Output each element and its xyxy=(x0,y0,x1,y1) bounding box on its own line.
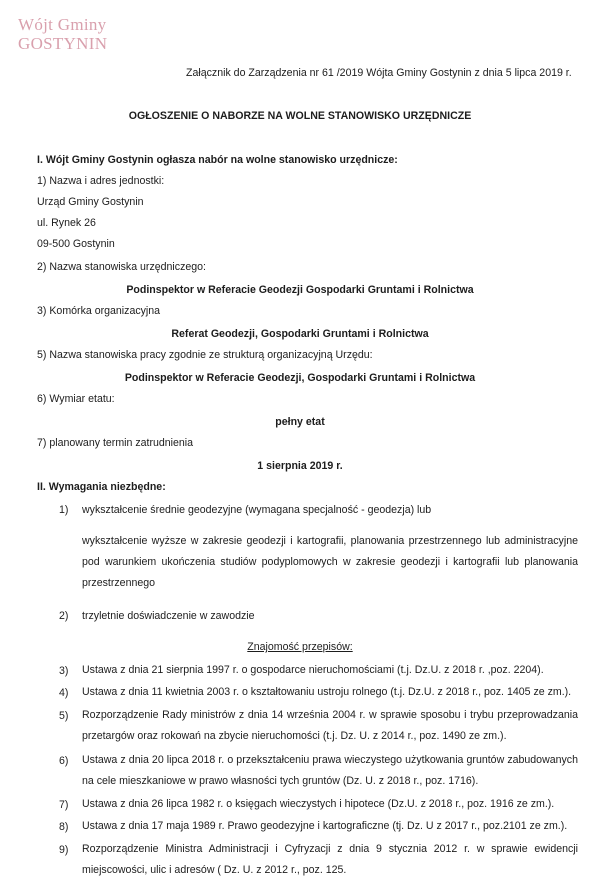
cell-label: 3) Komórka organizacyjna xyxy=(37,305,161,317)
office-stamp xyxy=(18,15,107,53)
requirement-education-alternative: wykształcenie wyższe w zakresie geodezji i kartografii, planowania przestrzennego lub administracyjne pod warunkiem ukończenia studiów podyplomowych w zakresie geodezji i kartografii lub planowania przestrzennego xyxy=(82,535,578,589)
position-name: Podinspektor w Referacie Geodezji Gospodarki Gruntami i Rolnictwa xyxy=(126,284,474,296)
unit-street: ul. Rynek 26 xyxy=(37,217,96,229)
law-item: Ustawa z dnia 26 lipca 1982 r. o księgach wieczystych i hipotece (Dz.U. z 2018 r., poz. 1916 ze zm.). xyxy=(82,798,555,810)
list-number: 3) xyxy=(59,665,69,677)
start-date-label: 7) planowany termin zatrudnienia xyxy=(37,437,194,449)
law-item: Ustawa z dnia 17 maja 1989 r. Prawo geodezyjne i kartograficzne (tj. Dz. U z 2017 r., poz.2101 ze zm.). xyxy=(82,820,568,832)
page-title: OGŁOSZENIE O NABORZE NA WOLNE STANOWISKO URZĘDNICZE xyxy=(128,110,472,122)
section-1-heading: I. Wójt Gminy Gostynin ogłasza nabór na wolne stanowisko urzędnicze: xyxy=(37,154,398,166)
law-item: Ustawa z dnia 11 kwietnia 2003 r. o kształtowaniu ustroju rolnego (t.j. Dz.U. z 2018 r., poz. 1405 ze zm.). xyxy=(82,686,572,698)
job-label: 5) Nazwa stanowiska pracy zgodnie ze strukturą organizacyjną Urzędu: xyxy=(37,349,373,361)
position-label: 2) Nazwa stanowiska urzędniczego: xyxy=(37,261,206,273)
requirement-education: wykształcenie średnie geodezyjne (wymagana specjalność - geodezja) lub xyxy=(82,504,432,516)
list-number: 2) xyxy=(59,610,69,622)
work-time-label: 6) Wymiar etatu: xyxy=(37,393,115,405)
list-number: 6) xyxy=(59,755,69,767)
list-number: 1) xyxy=(59,504,69,516)
job-name: Podinspektor w Referacie Geodezji, Gospodarki Gruntami i Rolnictwa xyxy=(124,372,476,384)
section-2-heading: II. Wymagania niezbędne: xyxy=(37,481,166,493)
laws-heading: Znajomość przepisów: xyxy=(247,641,353,653)
list-number: 8) xyxy=(59,821,69,833)
law-item: Rozporządzenie Ministra Administracji i Cyfryzacji z dnia 9 stycznia 2012 r. w sprawie ewidencji miejscowości, ulic i adresów ( Dz. U. z 2012 r., poz. 125. xyxy=(82,843,578,876)
annex-note: Załącznik do Zarządzenia nr 61 /2019 Wójta Gminy Gostynin z dnia 5 lipca 2019 r. xyxy=(186,67,572,79)
list-number: 4) xyxy=(59,687,69,699)
requirement-experience: trzyletnie doświadczenie w zawodzie xyxy=(82,610,255,622)
list-number: 5) xyxy=(59,710,69,722)
stamp-line-2: GOSTYNIN xyxy=(18,34,108,53)
unit-name: Urząd Gminy Gostynin xyxy=(37,196,144,208)
list-number: 7) xyxy=(59,799,69,811)
law-item: Rozporządzenie Rady ministrów z dnia 14 września 2004 r. w sprawie sposobu i trybu przeprowadzania przetargów oraz rokowań na zbycie nieruchomości (t.j. Dz. U. z 2014 r., poz. 1490 ze zm.). xyxy=(82,709,578,742)
unit-city: 09-500 Gostynin xyxy=(37,238,115,250)
start-date-value: 1 sierpnia 2019 r. xyxy=(257,460,343,472)
list-number: 9) xyxy=(59,844,69,856)
cell-name: Referat Geodezji, Gospodarki Gruntami i Rolnictwa xyxy=(171,328,429,340)
work-time-value: pełny etat xyxy=(275,416,325,428)
law-item: Ustawa z dnia 21 sierpnia 1997 r. o gospodarce nieruchomościami (t.j. Dz.U. z 2018 r. ,poz. 2204). xyxy=(82,664,544,676)
unit-label: 1) Nazwa i adres jednostki: xyxy=(37,175,165,187)
law-item: Ustawa z dnia 20 lipca 2018 r. o przekształceniu prawa wieczystego użytkowania gruntów zabudowanych na cele mieszkaniowe w prawo własności tych gruntów (Dz. U. z 2018 r., poz. 1716). xyxy=(82,754,578,787)
stamp-line-1: Wójt Gminy xyxy=(18,15,107,34)
